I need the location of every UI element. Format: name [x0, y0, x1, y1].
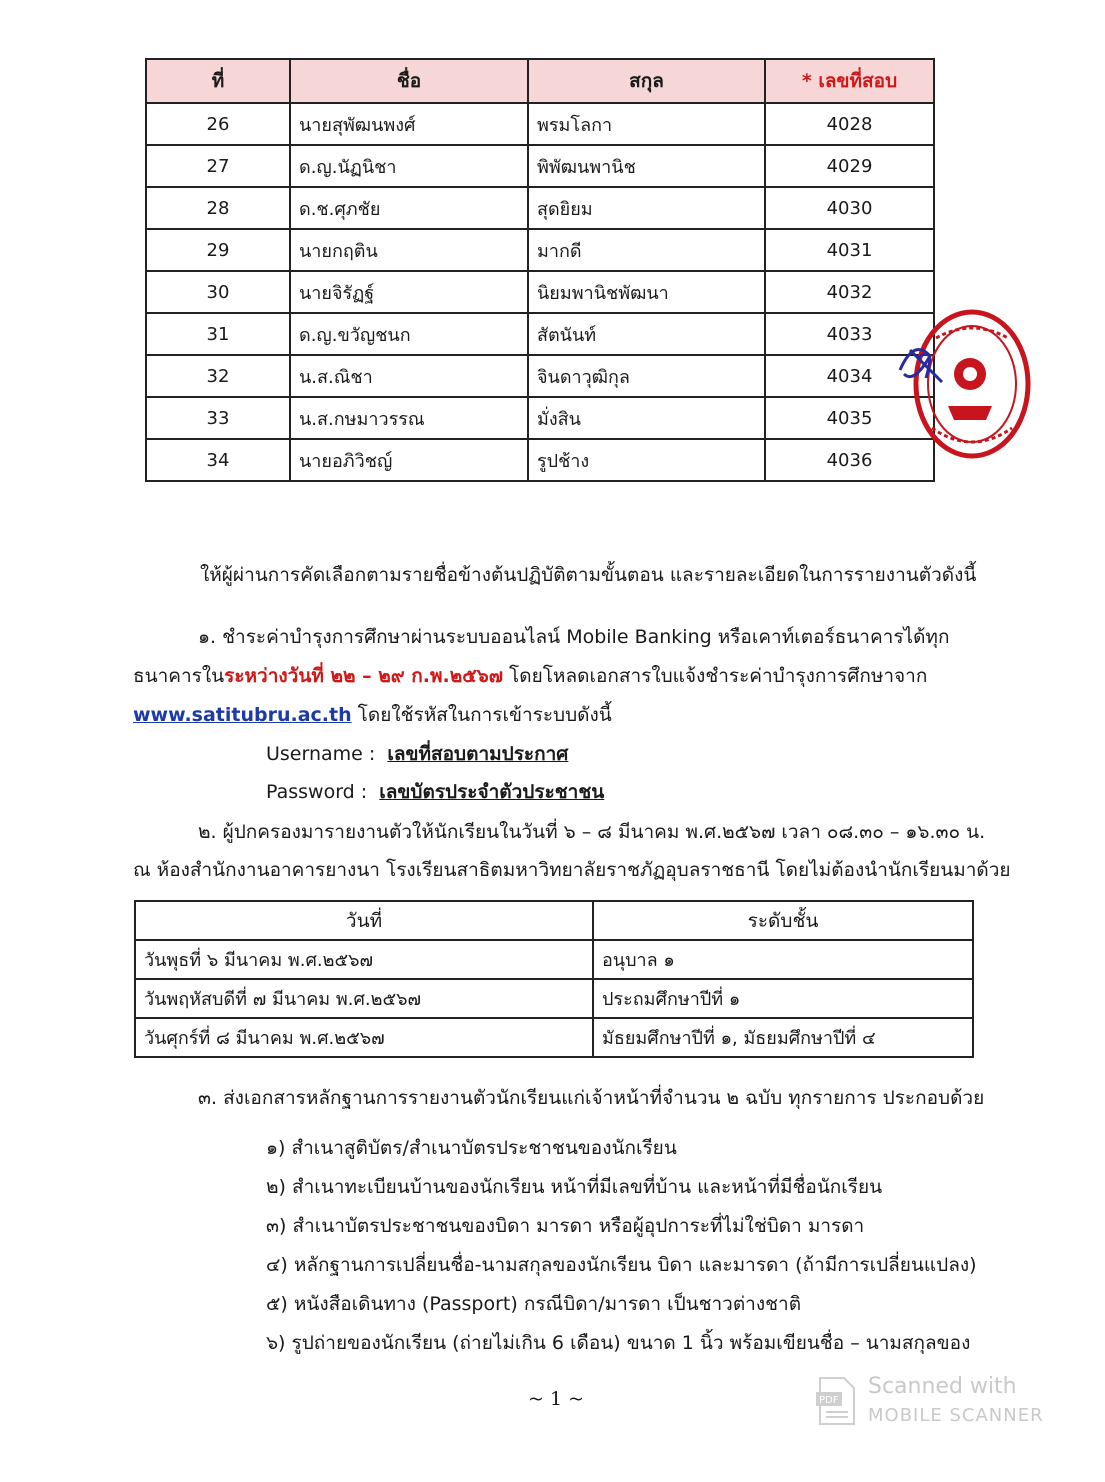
password-label: Password : — [266, 781, 368, 803]
table-row — [146, 271, 934, 313]
schedule-header-row — [135, 901, 973, 940]
cell-first-name: น.ส.ณิชา — [290, 355, 528, 397]
schedule-level: อนุบาล ๑ — [593, 940, 973, 979]
cell-no: 31 — [146, 313, 290, 355]
cell-no: 30 — [146, 271, 290, 313]
cell-exam-number: 4032 — [765, 271, 934, 313]
cell-last-name: สัตนันท์ — [528, 313, 765, 355]
schedule-header-date: วันที่ — [135, 901, 593, 940]
schedule-date: วันพุธที่ ๖ มีนาคม พ.ศ.๒๕๖๗ — [135, 940, 593, 979]
cell-last-name: นิยมพานิชพัฒนา — [528, 271, 765, 313]
document-item: ๔) หลักฐานการเปลี่ยนชื่อ-นามสกุลของนักเรียน บิดา และมารดา (ถ้ามีการเปลี่ยนแปลง) — [266, 1254, 977, 1276]
intro-paragraph: ให้ผู้ผ่านการคัดเลือกตามรายชื่อข้างต้นปฏิบัติตามขั้นตอน และรายละเอียดในการรายงานตัวดังนี้ — [200, 564, 977, 586]
cell-exam-number: 4034 — [765, 355, 934, 397]
cell-first-name: ด.ช.ศุภชัย — [290, 187, 528, 229]
table-row — [146, 229, 934, 271]
step1-line1: ๑. ชำระค่าบำรุงการศึกษาผ่านระบบออนไลน์ Mobile Banking หรือเคาท์เตอร์ธนาคารได้ทุก — [198, 626, 950, 648]
cell-exam-number: 4029 — [765, 145, 934, 187]
student-table — [145, 58, 935, 482]
username-value: เลขที่สอบตามประกาศ — [387, 743, 569, 765]
table-row — [146, 145, 934, 187]
step2-line2: ณ ห้องสำนักงานอาคารยางนา โรงเรียนสาธิตมหาวิทยาลัยราชภัฏอุบลราชธานี โดยไม่ต้องนำนักเรียนมาด้วย — [133, 859, 1011, 881]
schedule-table — [134, 900, 974, 1058]
schedule-row — [135, 979, 973, 1018]
step1-line3 — [133, 703, 612, 727]
cell-no: 34 — [146, 439, 290, 481]
page-number: ~ 1 ~ — [528, 1388, 585, 1410]
cell-last-name: พรมโลกา — [528, 103, 765, 145]
cell-no: 28 — [146, 187, 290, 229]
scanner-watermark — [814, 1374, 1064, 1434]
watermark-line2: MOBILE SCANNER — [868, 1405, 1044, 1426]
cell-first-name: ด.ญ.นัฏนิชา — [290, 145, 528, 187]
watermark-line1: Scanned with — [868, 1374, 1017, 1399]
cell-exam-number: 4035 — [765, 397, 934, 439]
cell-exam-number: 4028 — [765, 103, 934, 145]
cell-last-name: จินดาวุฒิกุล — [528, 355, 765, 397]
step1-line3-post: โดยใช้รหัสในการเข้าระบบดังนี้ — [351, 704, 612, 726]
cell-exam-number: 4033 — [765, 313, 934, 355]
payment-period: ระหว่างวันที่ ๒๒ – ๒๙ ก.พ.๒๕๖๗ — [224, 665, 504, 687]
table-row — [146, 103, 934, 145]
cell-no: 26 — [146, 103, 290, 145]
cell-exam-number: 4031 — [765, 229, 934, 271]
cell-last-name: มั่งสิน — [528, 397, 765, 439]
username-label: Username : — [266, 743, 376, 765]
cell-no: 27 — [146, 145, 290, 187]
table-row — [146, 355, 934, 397]
table-row — [146, 397, 934, 439]
schedule-header-level: ระดับชั้น — [593, 901, 973, 940]
cell-last-name: รูปช้าง — [528, 439, 765, 481]
schedule-date: วันศุกร์ที่ ๘ มีนาคม พ.ศ.๒๕๖๗ — [135, 1018, 593, 1057]
school-seal-icon — [896, 298, 1034, 468]
username-line — [266, 742, 568, 766]
schedule-row — [135, 940, 973, 979]
document-item: ๑) สำเนาสูติบัตร/สำเนาบัตรประชาชนของนักเรียน — [266, 1137, 677, 1159]
cell-first-name: นายสุพัฒนพงศ์ — [290, 103, 528, 145]
document-item: ๕) หนังสือเดินทาง (Passport) กรณีบิดา/มารดา เป็นชาวต่างชาติ — [266, 1293, 802, 1315]
cell-first-name: ด.ญ.ขวัญชนก — [290, 313, 528, 355]
cell-first-name: นายอภิวิชญ์ — [290, 439, 528, 481]
step1-line2-pre: ธนาคารใน — [133, 665, 225, 687]
cell-first-name: น.ส.กษมาวรรณ — [290, 397, 528, 439]
pdf-icon — [814, 1376, 858, 1426]
header-last-name: สกุล — [528, 59, 765, 103]
schedule-row — [135, 1018, 973, 1057]
document-item: ๖) รูปถ่ายของนักเรียน (ถ่ายไม่เกิน 6 เดือน) ขนาด 1 นิ้ว พร้อมเขียนชื่อ – นามสกุลของ — [266, 1332, 971, 1354]
step2-line1: ๒. ผู้ปกครองมารายงานตัวให้นักเรียนในวันที่ ๖ – ๘ มีนาคม พ.ศ.๒๕๖๗ เวลา ๐๘.๓๐ – ๑๖.๓๐ น. — [198, 821, 986, 843]
document-item: ๓) สำเนาบัตรประชาชนของบิดา มารดา หรือผู้อุปการะที่ไม่ใช่บิดา มารดา — [266, 1215, 865, 1237]
cell-first-name: นายกฤติน — [290, 229, 528, 271]
cell-no: 33 — [146, 397, 290, 439]
step1-line2-post: โดยโหลดเอกสารใบแจ้งชำระค่าบำรุงการศึกษาจาก — [503, 665, 928, 687]
website-link[interactable]: www.satitubru.ac.th — [133, 704, 352, 726]
cell-exam-number: 4030 — [765, 187, 934, 229]
table-header-row — [146, 59, 934, 103]
cell-last-name: มากดี — [528, 229, 765, 271]
header-no: ที่ — [146, 59, 290, 103]
svg-text:PDF: PDF — [819, 1395, 839, 1406]
password-line — [266, 780, 604, 804]
cell-first-name: นายจิรัฏฐ์ — [290, 271, 528, 313]
cell-last-name: พิพัฒนพานิช — [528, 145, 765, 187]
cell-exam-number: 4036 — [765, 439, 934, 481]
schedule-date: วันพฤหัสบดีที่ ๗ มีนาคม พ.ศ.๒๕๖๗ — [135, 979, 593, 1018]
cell-no: 32 — [146, 355, 290, 397]
cell-last-name: สุดยิยม — [528, 187, 765, 229]
table-row — [146, 439, 934, 481]
table-row — [146, 313, 934, 355]
header-first-name: ชื่อ — [290, 59, 528, 103]
header-exam-number: * เลขที่สอบ — [765, 59, 934, 103]
password-value: เลขบัตรประจำตัวประชาชน — [379, 781, 605, 803]
table-row — [146, 187, 934, 229]
schedule-level: มัธยมศึกษาปีที่ ๑, มัธยมศึกษาปีที่ ๔ — [593, 1018, 973, 1057]
step1-line2 — [133, 664, 927, 688]
cell-no: 29 — [146, 229, 290, 271]
schedule-level: ประถมศึกษาปีที่ ๑ — [593, 979, 973, 1018]
document-item: ๒) สำเนาทะเบียนบ้านของนักเรียน หน้าที่มีเลขที่บ้าน และหน้าที่มีชื่อนักเรียน — [266, 1176, 883, 1198]
step3-intro: ๓. ส่งเอกสารหลักฐานการรายงานตัวนักเรียนแก่เจ้าหน้าที่จำนวน ๒ ฉบับ ทุกรายการ ประกอบด้วย — [198, 1087, 985, 1109]
